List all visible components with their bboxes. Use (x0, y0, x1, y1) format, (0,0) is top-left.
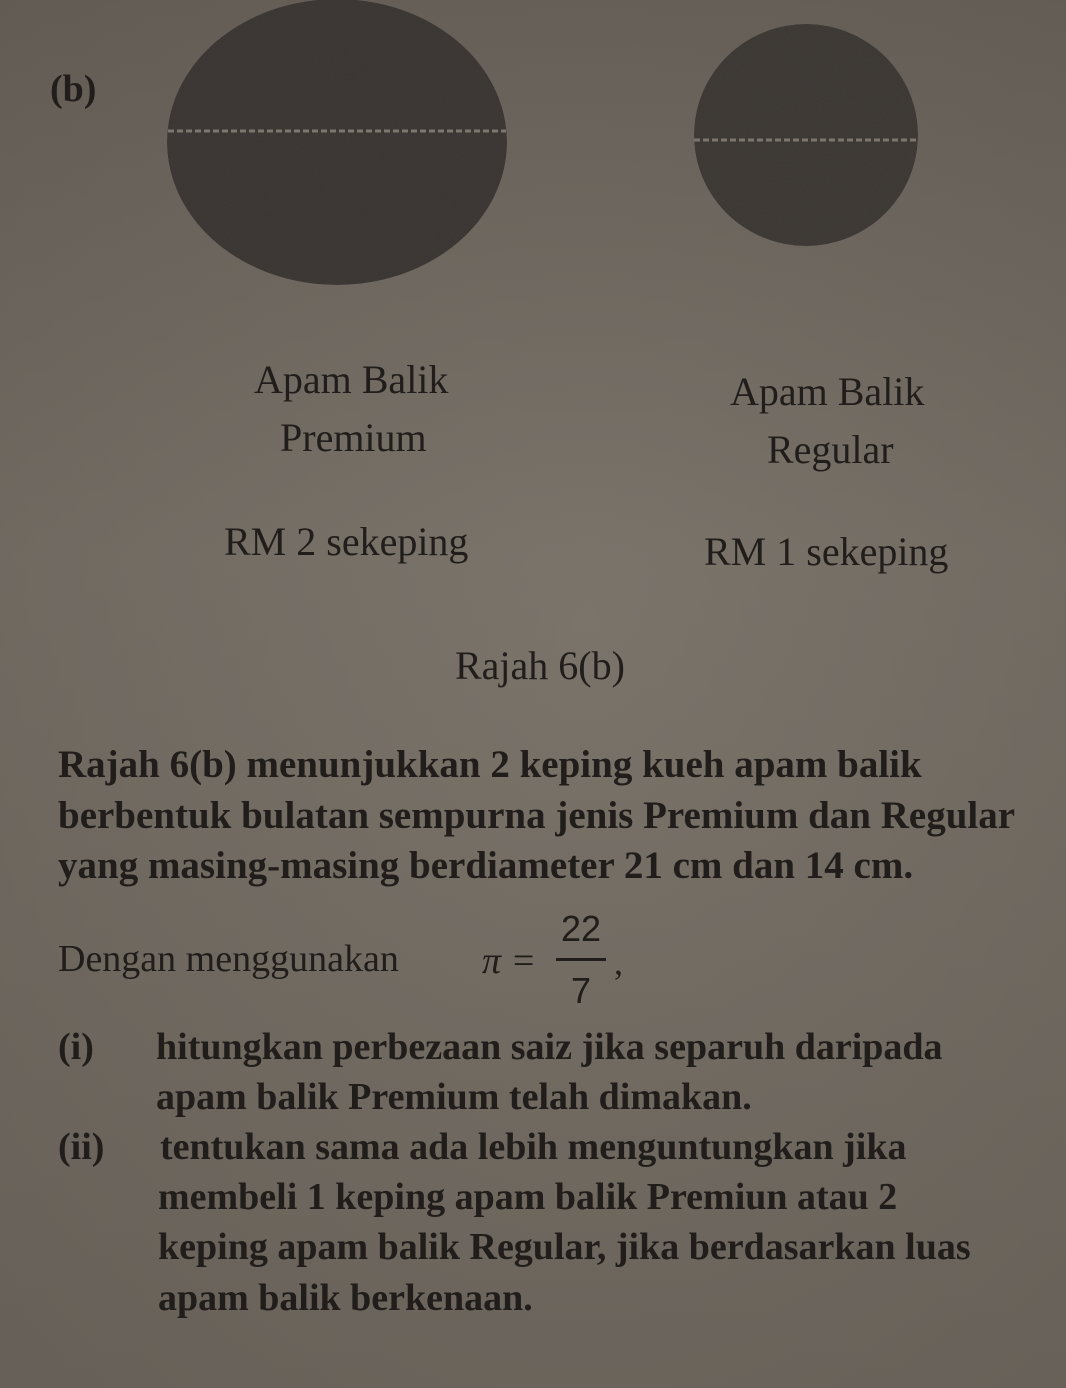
regular-name-line2: Regular (767, 427, 894, 472)
apam-balik-illustration (0, 0, 1066, 300)
part-label: (b) (50, 68, 97, 110)
figure-caption: Rajah 6(b) (455, 643, 625, 688)
question-i-line-2: apam balik Premium telah dimakan. (156, 1076, 752, 1118)
question-i-number: (i) (58, 1026, 94, 1068)
premium-apam-circle (167, 0, 507, 285)
question-ii-line-3: keping apam balik Regular, jika berdasarkan luas (158, 1226, 971, 1268)
premium-price: RM 2 sekeping (224, 519, 469, 564)
question-ii-line-1: tentukan sama ada lebih menguntungkan jika (160, 1126, 907, 1168)
regular-apam-circle (694, 24, 918, 246)
premium-name-line1: Apam Balik (254, 357, 449, 402)
paragraph-line-1: Rajah 6(b) menunjukkan 2 keping kueh apam balik (58, 743, 922, 786)
question-i-line-1: hitungkan perbezaan saiz jika separuh daripada (156, 1026, 943, 1068)
paragraph-line-2: berbentuk bulatan sempurna jenis Premium dan Regular (58, 794, 1016, 837)
pi-denominator: 7 (570, 970, 592, 1011)
pi-numerator: 22 (560, 908, 602, 949)
paragraph-line-3: yang masing-masing berdiameter 21 cm dan 14 cm. (58, 844, 914, 887)
fraction-bar (556, 958, 606, 961)
question-ii-line-4: apam balik berkenaan. (158, 1277, 533, 1319)
pi-symbol: π = (482, 940, 537, 982)
pi-suffix: , (614, 942, 623, 982)
question-ii-number: (ii) (58, 1126, 105, 1168)
pi-prefix: Dengan menggunakan (58, 938, 399, 980)
regular-price: RM 1 sekeping (704, 529, 949, 574)
question-ii-line-2: membeli 1 keping apam balik Premiun atau 2 (158, 1176, 898, 1218)
premium-name-line2: Premium (280, 415, 427, 460)
regular-name-line1: Apam Balik (730, 369, 925, 414)
